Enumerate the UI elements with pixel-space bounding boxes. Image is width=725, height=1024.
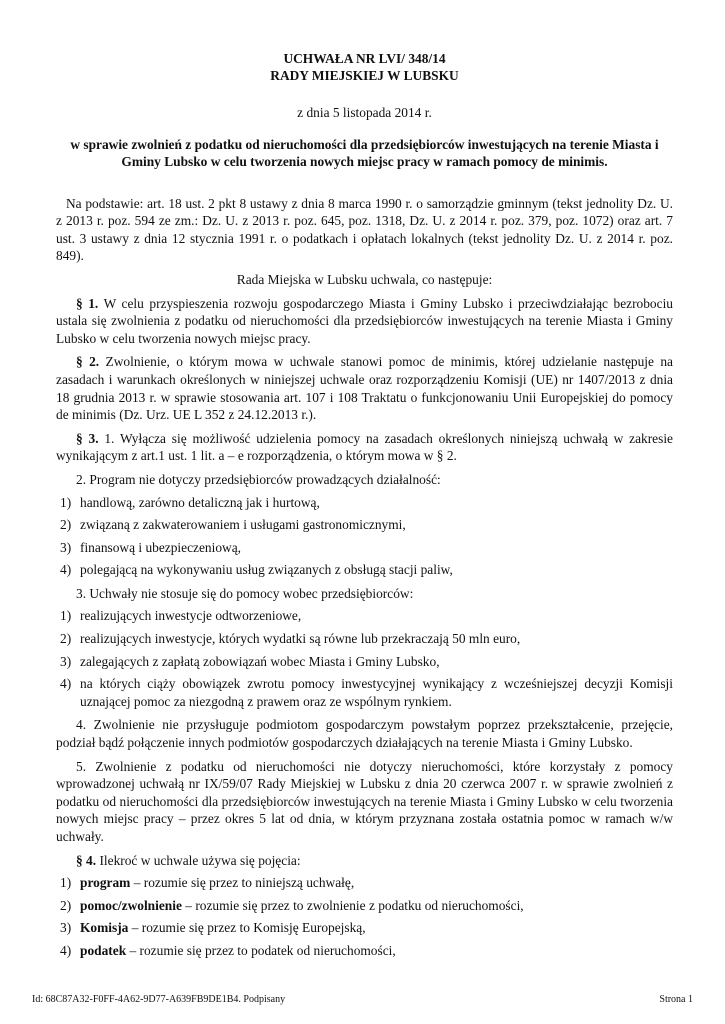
council-resolves: Rada Miejska w Lubsku uchwala, co następuje: — [236, 271, 493, 287]
document-page — [56, 50, 673, 960]
list-item: 1) realizujących inwestycje odtworzeniowe, — [60, 608, 302, 624]
list-item: 2) realizujących inwestycje, których wydatki są równe lub przekraczają 50 mln euro, — [60, 631, 521, 647]
document-id: Id: 68C87A32-F0FF-4A62-9D77-A639FB9DE1B4. Podpisany — [32, 994, 286, 1005]
definition-item: 1) program – rozumie się przez to niniejszą uchwałę, — [60, 875, 355, 891]
defined-term: pomoc/zwolnienie — [80, 897, 182, 913]
section-3-2-intro: 2. Program nie dotyczy przedsiębiorców prowadzących działalność: — [76, 471, 441, 487]
resolution-title — [56, 50, 673, 84]
section-3-3-intro: 3. Uchwały nie stosuje się do pomocy wobec przedsiębiorców: — [76, 585, 414, 601]
definition-item: 4) podatek – rozumie się przez to podatek od nieruchomości, — [60, 942, 396, 958]
section-mark: § 1. — [76, 295, 99, 311]
section-3-1 — [56, 430, 673, 465]
defined-term: program — [80, 875, 131, 891]
section-text: Zwolnienie, o którym mowa w uchwale stanowi pomoc de minimis, której udzielanie następuje na zasadach i warunkach określonych w niniejszej uchwale oraz rozporządzeniu Komisji (UE) nr 1407/2013 z dnia 18 grudnia 2013 r. w sprawie stosowania art. 107 i 108 Traktatu o funkcjonowaniu Unii Europejskiej do pomocy de minimis (Dz. Urz. UE L 352 z 24.12.2013 r.). — [56, 354, 674, 423]
section-2 — [56, 353, 673, 423]
page-footer — [32, 994, 693, 1006]
section-3-5: 5. Zwolnienie z podatku od nieruchomości nie dotyczy nieruchomości, które korzystały z pomocy wprowadzonej uchwałą nr IX/59/07 Rady Miejskiej w Lubsku z dnia 20 czerwca 2007 r. w sprawie zwolnień z podatku od nieruchomości dla przedsiębiorców inwestujących na terenie Miasta i Gminy Lubsko w celu tworzenia nowych miejsc pracy – przez okres 5 lat od dnia, w którym przyznana została ostatnia pomoc w ramach w/w uchwały. — [56, 758, 673, 844]
list-item: 4) polegającą na wykonywaniu usług związanych z obsługą stacji paliw, — [60, 562, 453, 578]
section-text: W celu przyspieszenia rozwoju gospodarczego Miasta i Gminy Lubsko i przeciwdziałając bezrobociu ustala się zwolnienia z podatku od nieruchomości dla przedsiębiorców inwestujących na terenie Miasta i Gminy Lubsko w celu tworzenia nowych miejsc pracy. — [56, 295, 673, 346]
list-item: 1) handlową, zarówno detaliczną jak i hurtową, — [60, 494, 320, 510]
definition-item: 2) pomoc/zwolnienie – rozumie się przez to zwolnienie z podatku od nieruchomości, — [60, 897, 524, 913]
resolution-subject: w sprawie zwolnień z podatku od nieruchomości dla przedsiębiorców inwestujących na terenie Miasta i Gminy Lubsko w celu tworzenia nowych miejsc pracy w ramach pomocy de minimis. — [70, 136, 659, 170]
list-item: 3) zalegających z zapłatą zobowiązań wobec Miasta i Gminy Lubsko, — [60, 653, 440, 669]
defined-term: Komisja — [80, 920, 129, 936]
definition-item: 3) Komisja – rozumie się przez to Komisję Europejską, — [60, 920, 366, 936]
section-3-4: 4. Zwolnienie nie przysługuje podmiotom gospodarczym powstałym poprzez przekształcenie, przejęcie, podział bądź połączenie innych podmiotów gospodarczych działających na terenie Miasta i Gminy Lubsko. — [56, 717, 673, 751]
defined-term: podatek — [80, 942, 127, 958]
section-mark: § 3. — [76, 430, 99, 446]
list-item: 3) finansową i ubezpieczeniową, — [60, 539, 241, 555]
section-mark: § 2. — [76, 354, 100, 370]
list-item: 2) związaną z zakwaterowaniem i usługami gastronomicznymi, — [60, 517, 406, 533]
section-1 — [56, 295, 673, 348]
page-number: Strona 1 — [659, 994, 693, 1005]
title-line-2: RADY MIEJSKIEJ W LUBSKU — [270, 68, 459, 83]
section-text: 1. Wyłącza się możliwość udzielenia pomocy na zasadach określonych niniejszą uchwałą w zakresie wynikającym z art.1 ust. 1 lit. a – e rozporządzenia, o którym mowa w § 2. — [56, 430, 673, 464]
legal-basis: Na podstawie: art. 18 ust. 2 pkt 8 ustawy z dnia 8 marca 1990 r. o samorządzie gminnym (tekst jednolity Dz. U. z 2013 r. poz. 594 ze zm.: Dz. U. z 2013 r. poz. 645, poz. 1318, Dz. U. z 2014 r. poz. 379, poz. 1072) oraz art. 7 ust. 3 ustawy z dnia 12 stycznia 1991 r. o podatkach i opłatach lokalnych (tekst jednolity Dz. U. z 2014 r. poz. 849). — [56, 195, 673, 264]
title-line-1: UCHWAŁA NR LVI/ 348/14 — [283, 51, 446, 66]
list-item: 4) na których ciąży obowiązek zwrotu pomocy inwestycyjnej wynikający z wcześniejszej decyzji Komisji uznającej pomoc za niezgodną z prawem oraz ze wspólnym rynkiem. — [60, 676, 673, 709]
section-text: Ilekroć w uchwale używa się pojęcia: — [96, 852, 301, 868]
section-4 — [56, 852, 673, 870]
section-mark: § 4. — [76, 852, 97, 868]
resolution-date: z dnia 5 listopada 2014 r. — [297, 105, 432, 120]
